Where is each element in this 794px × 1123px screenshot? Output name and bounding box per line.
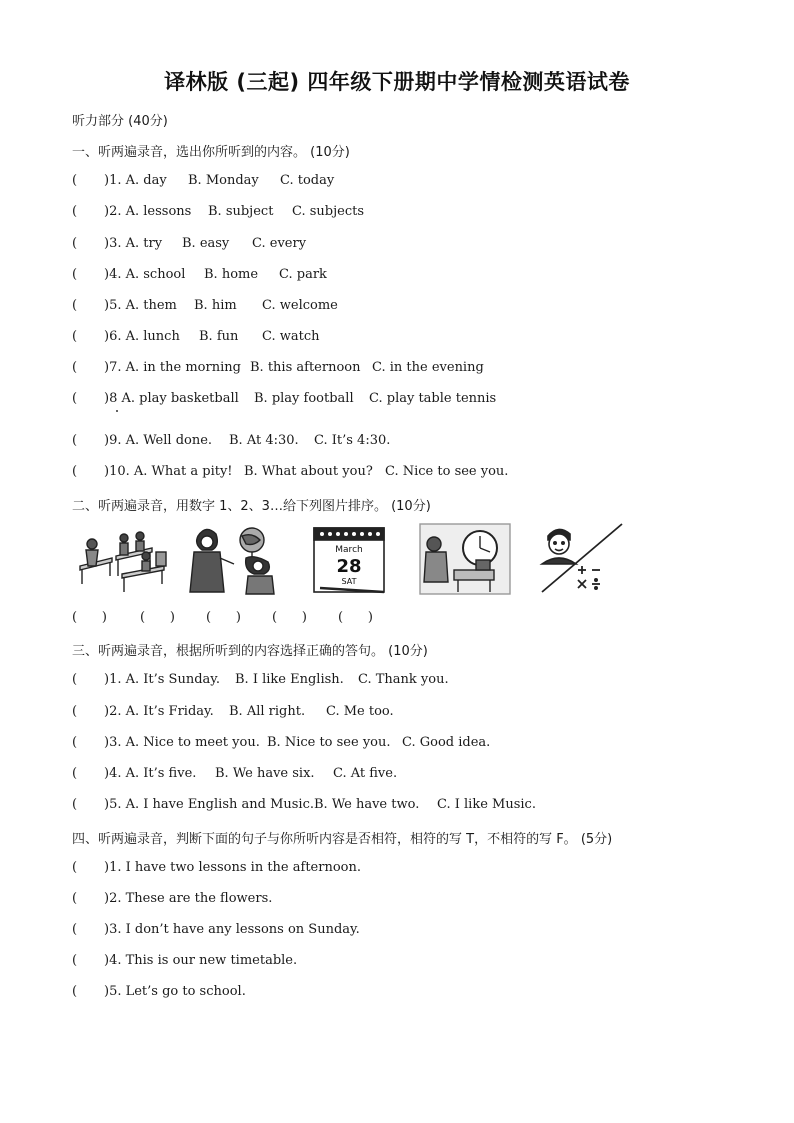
answer-paren[interactable]: ( [72,766,78,781]
order-blank-4[interactable]: ( ) [272,610,307,625]
option-c: C. I like Music. [437,797,536,812]
part-label: 听力部分 (40分) [72,114,168,129]
question-stem-option-a: )1. A. day [104,173,167,188]
question-stem-option-a: )2. A. It’s Friday. [104,704,214,719]
clock-picture [418,522,512,596]
option-b: B. this afternoon [250,360,361,375]
question-stem-option-a: )9. A. Well done. [104,433,213,448]
option-b: B. fun [199,329,239,344]
answer-paren[interactable]: ( [72,391,78,406]
question-stem-option-a: )10. A. What a pity! [104,464,233,479]
question-stem-option-a: )2. These are the flowers. [104,891,273,906]
option-b: B. Nice to see you. [267,735,391,750]
calendar-month: March [335,545,363,555]
answer-paren[interactable]: ( [72,953,78,968]
question-stem-option-a: )7. A. in the morning [104,360,241,375]
option-c: C. park [279,267,327,282]
question-stem-option-a: )3. A. Nice to meet you. [104,735,260,750]
picture-row [72,522,632,602]
answer-paren[interactable]: ( [72,433,78,448]
order-blank-5[interactable]: ( ) [338,610,373,625]
option-c: C. in the evening [372,360,484,375]
question-stem-option-a: )6. A. lunch [104,329,180,344]
question-stem-option-a: )1. A. It’s Sunday. [104,672,221,687]
answer-paren[interactable]: ( [72,672,78,687]
option-c: C. At five. [333,766,398,781]
option-c: C. Nice to see you. [385,464,509,479]
question-stem-option-a: )4. A. It’s five. [104,766,197,781]
order-blank-3[interactable]: ( ) [206,610,241,625]
order-blank-1[interactable]: ( ) [72,610,107,625]
option-c: C. subjects [292,204,365,219]
option-b: B. I like English. [235,672,344,687]
question-stem-option-a: )4. This is our new timetable. [104,953,298,968]
question-stem-option-a: )1. I have two lessons in the afternoon. [104,860,361,875]
calendar-picture [308,522,390,596]
section4-heading: 四、听两遍录音，判断下面的句子与你所听内容是否相符，相符的写 T，不相符的写 F。 (5分) [72,832,613,847]
answer-paren[interactable]: ( [72,236,78,251]
math-picture [536,522,626,596]
option-b: B. All right. [229,704,306,719]
stray-dot [116,410,118,412]
page-title: 译林版 (三起) 四年级下册期中学情检测英语试卷 [164,70,630,94]
question-stem-option-a: )3. I don’t have any lessons on Sunday. [104,922,360,937]
option-b: B. Monday [188,173,259,188]
order-blank-2[interactable]: ( ) [140,610,175,625]
option-b: B. home [204,267,259,282]
answer-paren[interactable]: ( [72,704,78,719]
option-b: B. At 4:30. [229,433,299,448]
option-b: B. We have six. [215,766,315,781]
answer-paren[interactable]: ( [72,329,78,344]
option-c: C. Thank you. [358,672,449,687]
section1-heading: 一、听两遍录音，选出你所听到的内容。 (10分) [72,145,350,160]
section3-heading: 三、听两遍录音，根据所听到的内容选择正确的答句。 (10分) [72,644,428,659]
option-c: C. Good idea. [402,735,491,750]
classroom-picture [72,522,172,596]
option-c: C. today [280,173,335,188]
option-b: B. him [194,298,237,313]
question-stem-option-a: )5. A. I have English and Music. [104,797,314,812]
answer-paren[interactable]: ( [72,922,78,937]
teacher-student-picture [184,522,284,596]
answer-paren[interactable]: ( [72,204,78,219]
option-b: B. play football [254,391,354,406]
option-c: C. Me too. [326,704,394,719]
option-b: B. What about you? [244,464,373,479]
calendar-day: 28 [336,556,362,577]
calendar-weekday: SAT [341,577,357,586]
answer-paren[interactable]: ( [72,891,78,906]
option-c: C. welcome [262,298,338,313]
answer-paren[interactable]: ( [72,173,78,188]
answer-paren[interactable]: ( [72,984,78,999]
question-stem-option-a: )5. A. them [104,298,177,313]
option-b: B. subject [208,204,274,219]
question-stem-option-a: )8 A. play basketball [104,391,239,406]
option-c: C. It’s 4:30. [314,433,391,448]
section2-heading: 二、听两遍录音，用数字 1、2、3…给下列图片排序。 (10分) [72,499,431,514]
answer-paren[interactable]: ( [72,360,78,375]
answer-paren[interactable]: ( [72,267,78,282]
option-c: C. every [252,236,307,251]
option-b: B. We have two. [314,797,420,812]
answer-paren[interactable]: ( [72,860,78,875]
question-stem-option-a: )3. A. try [104,236,163,251]
answer-paren[interactable]: ( [72,797,78,812]
question-stem-option-a: )2. A. lessons [104,204,192,219]
option-c: C. play table tennis [369,391,497,406]
answer-paren[interactable]: ( [72,735,78,750]
question-stem-option-a: )4. A. school [104,267,186,282]
option-b: B. easy [182,236,230,251]
question-stem-option-a: )5. Let’s go to school. [104,984,246,999]
option-c: C. watch [262,329,320,344]
answer-paren[interactable]: ( [72,464,78,479]
answer-paren[interactable]: ( [72,298,78,313]
